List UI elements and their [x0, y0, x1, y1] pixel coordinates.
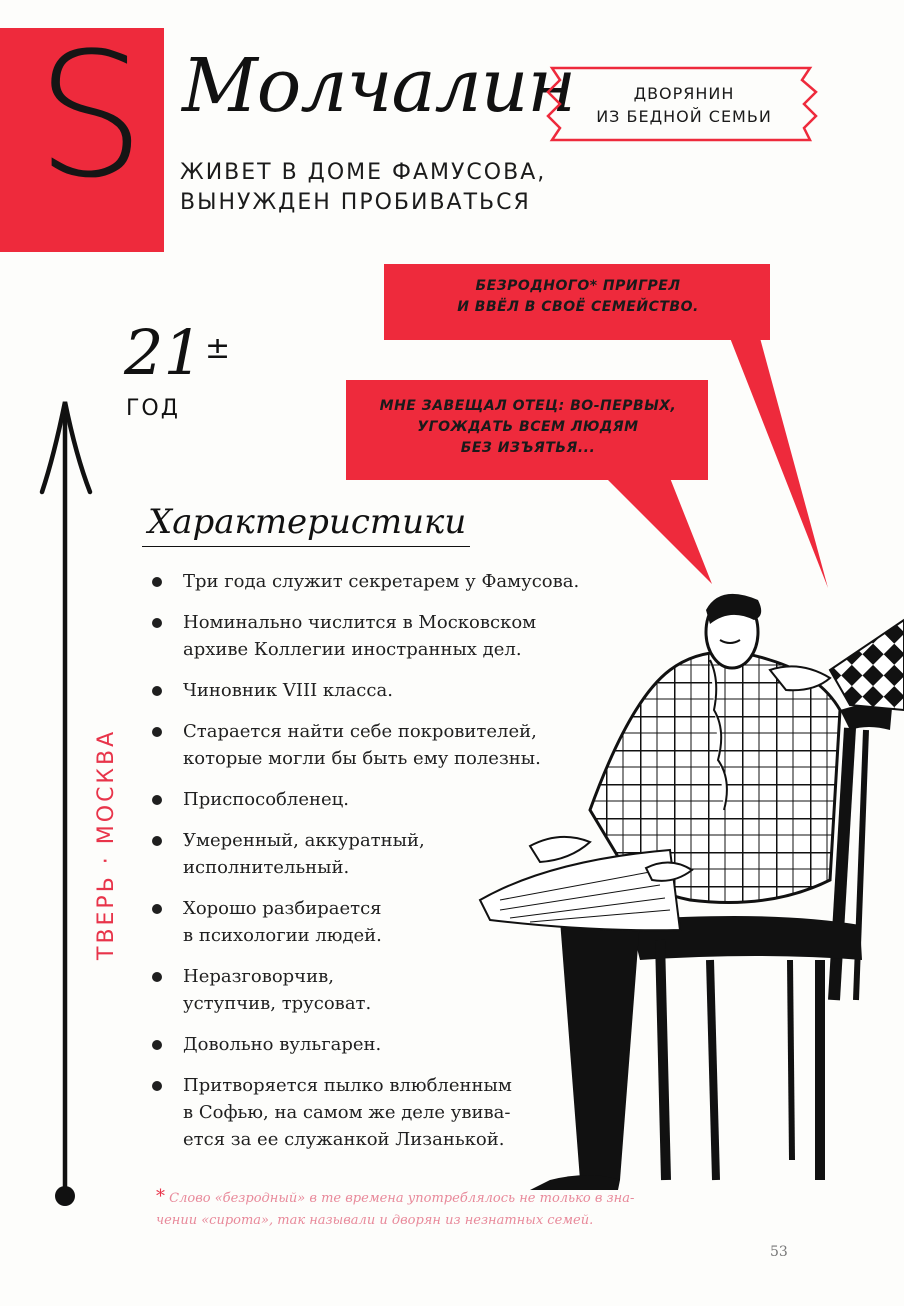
trait-line: в психологии людей. — [183, 925, 382, 946]
character-subtitle: ЖИВЕТ В ДОМЕ ФАМУСОВА, ВЫНУЖДЕН ПРОБИВАТЬСЯ — [180, 160, 547, 215]
trait-line: Три года служит секретарем у Фамусова. — [183, 571, 580, 592]
tag-line: ДВОРЯНИН — [633, 84, 735, 103]
trait-line: Хорошо разбирается — [183, 898, 382, 919]
bullet-icon — [152, 1081, 162, 1091]
footnote-line: чении «сирота», так называли и дворян из незнатных семей. — [156, 1213, 594, 1228]
trait-line: архиве Коллегии иностранных дел. — [183, 639, 522, 660]
age-unit: ГОД — [126, 396, 180, 421]
timeline-end-dot — [55, 1186, 75, 1206]
bullet-icon — [152, 618, 162, 628]
trait-line: которые могли бы быть ему полезны. — [183, 748, 541, 769]
page-number: 53 — [770, 1244, 788, 1260]
trait-line: Приспособленец. — [183, 789, 349, 810]
bullet-icon — [152, 1040, 162, 1050]
footnote-marker: * — [156, 1186, 165, 1207]
bubble-line: МНЕ ЗАВЕЩАЛ ОТЕЦ: ВО-ПЕРВЫХ, — [379, 398, 677, 414]
tag-line: ИЗ БЕДНОЙ СЕМЬИ — [596, 107, 772, 126]
character-name: Молчалин — [182, 43, 576, 129]
trait-line: Номинально числится в Московском — [183, 612, 537, 633]
bullet-icon — [152, 972, 162, 982]
speech-bubble-2 — [348, 396, 708, 459]
molchalin-illustration — [470, 580, 904, 1190]
bullet-icon — [152, 577, 162, 587]
trait-line: ется за ее служанкой Лизанькой. — [183, 1129, 505, 1150]
trait-line: исполнительный. — [183, 857, 350, 878]
bubble-line: УГОЖДАТЬ ВСЕМ ЛЮДЯМ — [417, 419, 639, 435]
trait-line: Умеренный, аккуратный, — [183, 830, 425, 851]
trait-line: уступчив, трусоват. — [183, 993, 372, 1014]
bullet-icon — [152, 686, 162, 696]
bubble-line: БЕЗРОДНОГО* ПРИГРЕЛ — [475, 278, 681, 294]
bullet-icon — [152, 904, 162, 914]
trait-line: Чиновник VIII класса. — [183, 680, 393, 701]
trait-line: Притворяется пылко влюбленным — [183, 1075, 512, 1096]
age-modifier: ± — [205, 331, 231, 366]
footnote-line: Слово «безродный» в те времена употреблялось не только в зна- — [169, 1191, 635, 1206]
speech-bubble-1 — [386, 276, 770, 318]
timeline-arrow — [30, 396, 100, 1226]
trait-line: Старается найти себе покровителей, — [183, 721, 537, 742]
age-value: 21 — [124, 316, 203, 389]
bullet-icon — [152, 795, 162, 805]
place-label: ТВЕРЬ · МОСКВА — [94, 728, 119, 960]
bubble-line: И ВВЁЛ В СВОЁ СЕМЕЙСТВО. — [457, 299, 699, 315]
bullet-icon — [152, 727, 162, 737]
bullet-icon — [152, 836, 162, 846]
social-status-tag — [556, 82, 812, 128]
trait-line: Неразговорчив, — [183, 966, 334, 987]
footnote — [156, 1186, 696, 1232]
characteristics-heading: Характеристики — [142, 500, 470, 547]
section-letter: S — [36, 15, 146, 216]
trait-line: Довольно вульгарен. — [183, 1034, 382, 1055]
trait-line: в Софью, на самом же деле увива- — [183, 1102, 511, 1123]
bubble-line: БЕЗ ИЗЪЯТЬЯ... — [460, 440, 596, 456]
